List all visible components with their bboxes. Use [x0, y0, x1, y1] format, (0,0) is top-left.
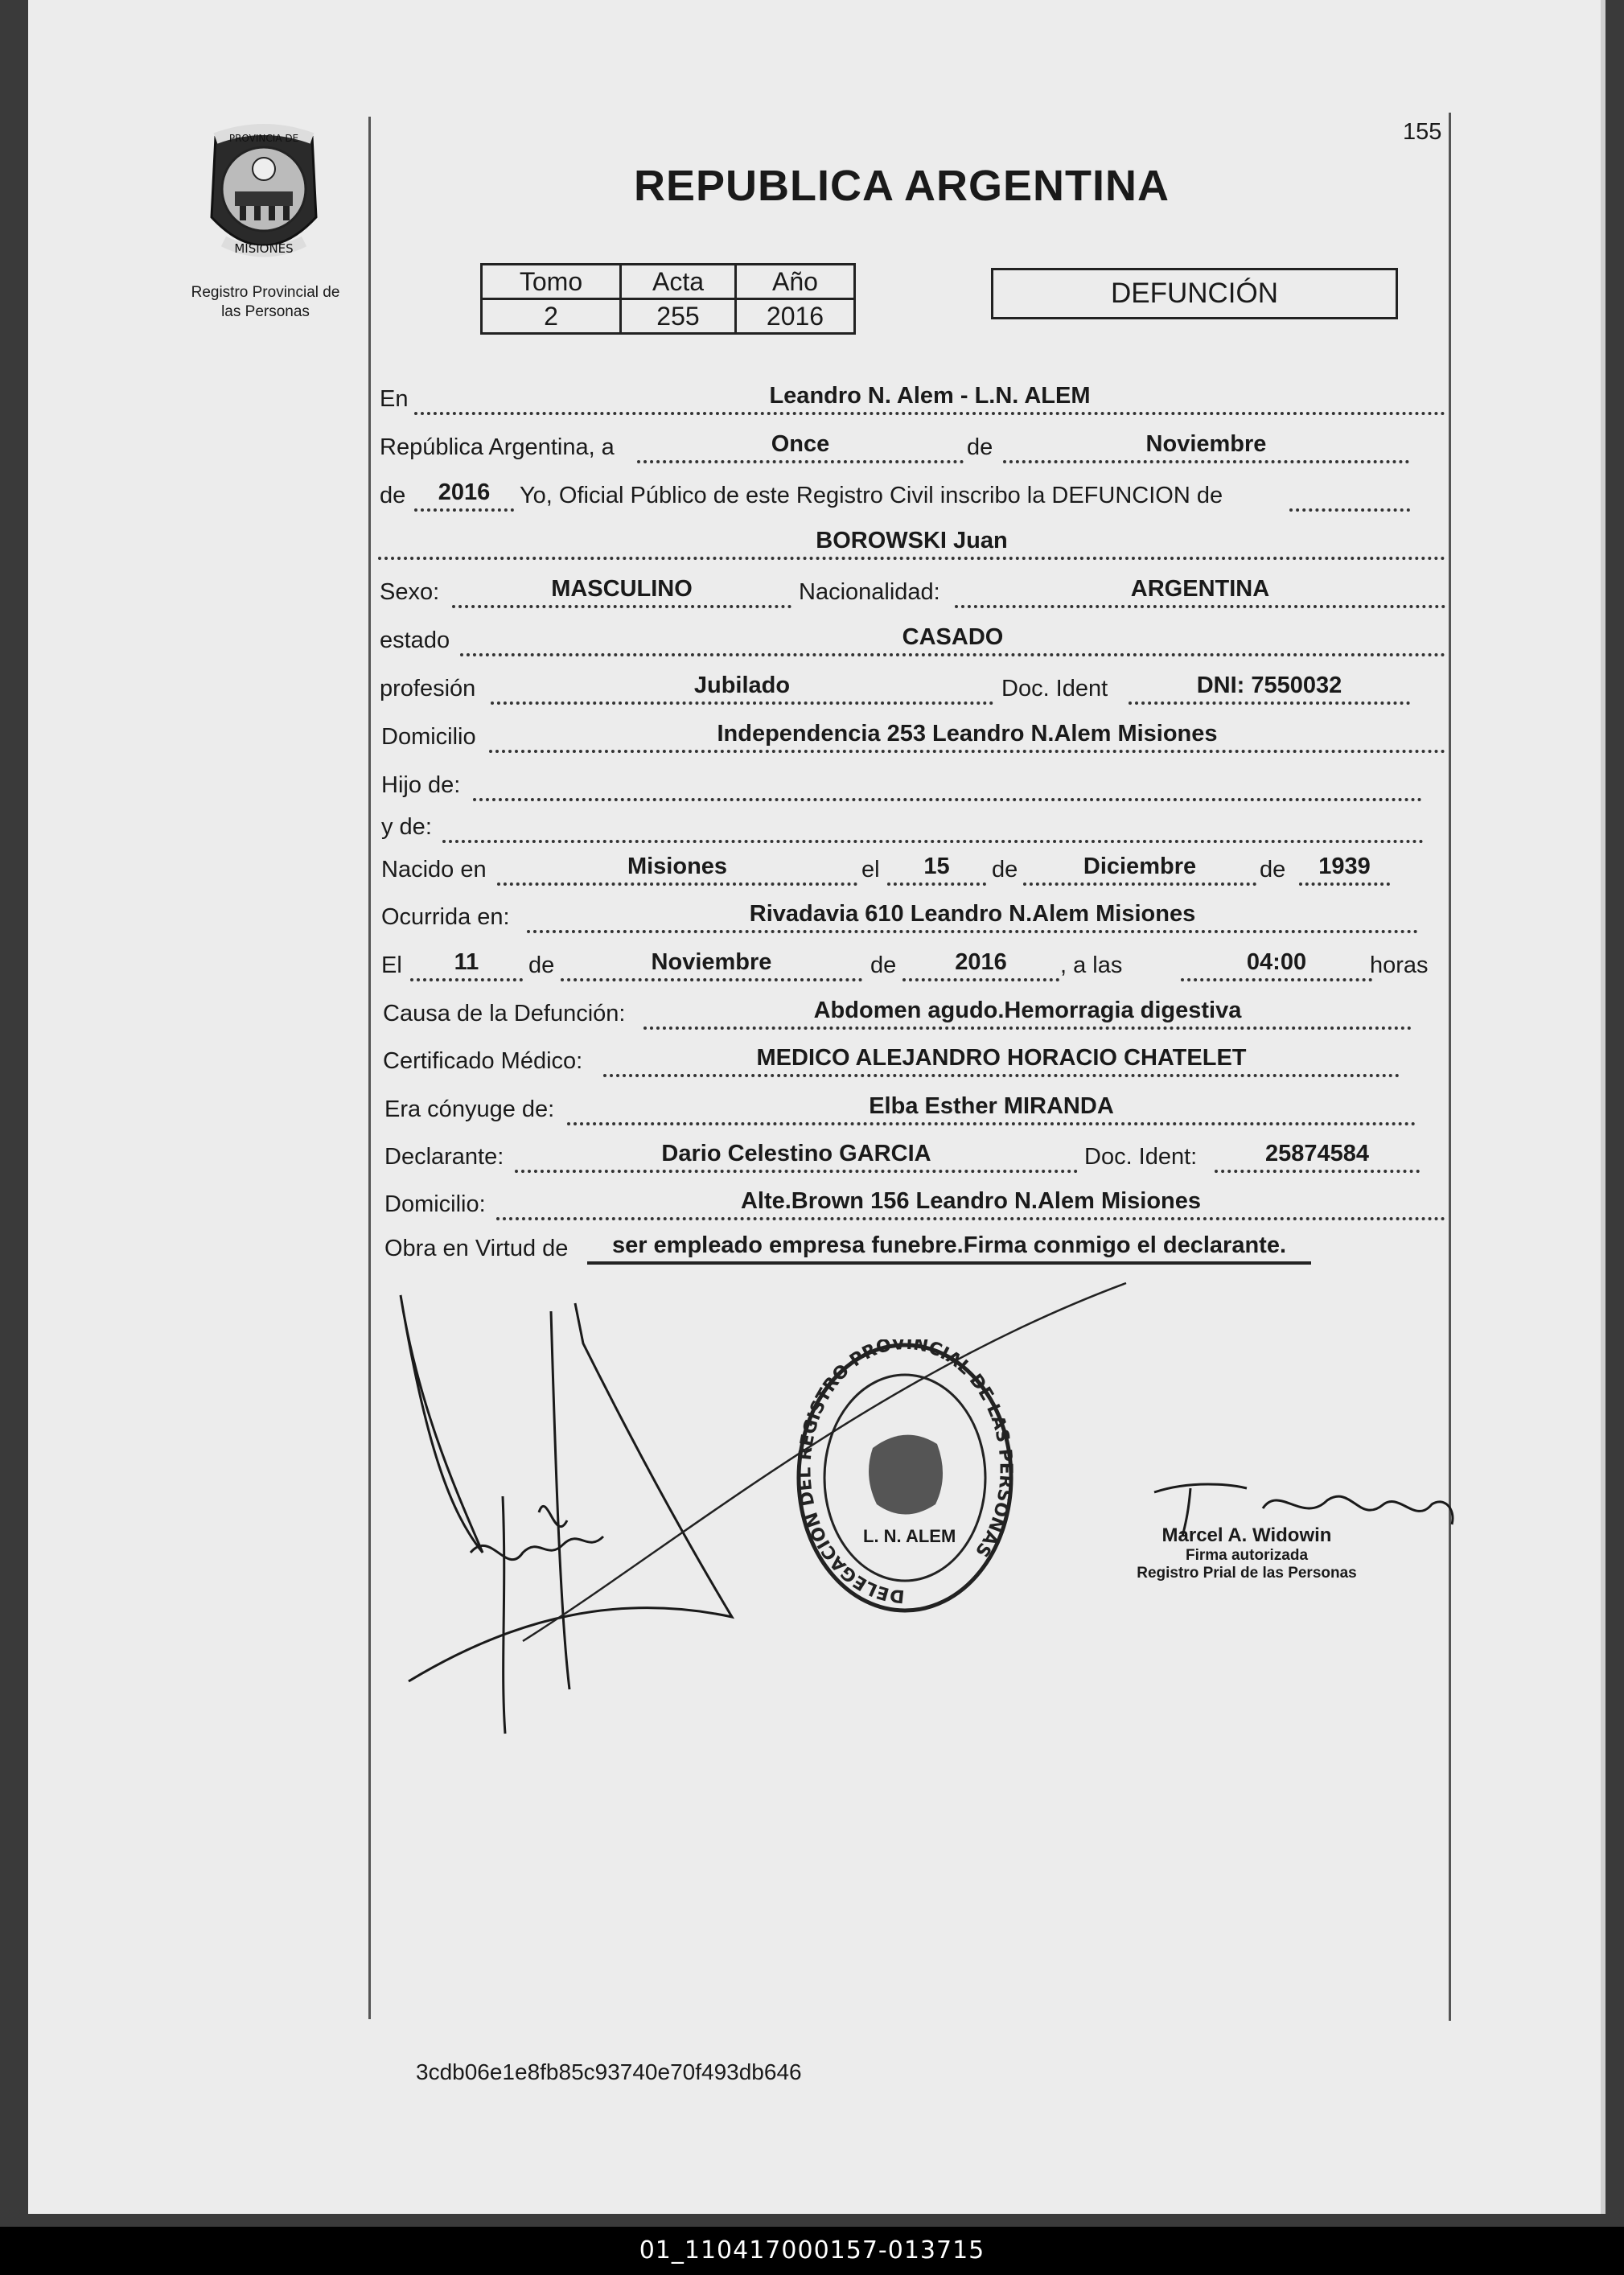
- registry-value-tomo: 2: [482, 299, 621, 334]
- nac-anio-field: 1939: [1299, 850, 1390, 886]
- certificado-label: Certificado Médico:: [383, 1048, 583, 1074]
- stamp-icon: [792, 1339, 1018, 1617]
- seal-top-text: PROVINCIA DE: [228, 133, 299, 144]
- yde-field: [442, 808, 1424, 843]
- causa-label: Causa de la Defunción:: [383, 1001, 626, 1026]
- page-title: REPUBLICA ARGENTINA: [634, 162, 1170, 210]
- document-hash: 3cdb06e1e8fb85c93740e70f493db646: [416, 2059, 802, 2084]
- republica-label: República Argentina, a: [380, 434, 615, 460]
- nacionalidad-field: ARGENTINA: [955, 573, 1445, 608]
- de-def-mes-label: de: [528, 952, 555, 978]
- def-mes-field: Noviembre: [561, 946, 862, 981]
- doc2-label: Doc. Ident:: [1084, 1144, 1198, 1170]
- seal-caption-line1: Registro Provincial de: [191, 284, 340, 301]
- estado-field: CASADO: [460, 621, 1445, 656]
- certificado-field: MEDICO ALEJANDRO HORACIO CHATELET: [603, 1042, 1400, 1077]
- right-margin-line: [1449, 113, 1451, 2021]
- el-label: el: [861, 857, 880, 882]
- nombre-field: BOROWSKI Juan: [378, 525, 1445, 560]
- conyuge-label: Era cónyuge de:: [384, 1096, 555, 1122]
- obra-label: Obra en Virtud de: [384, 1236, 569, 1261]
- profesion-field: Jubilado: [491, 669, 993, 705]
- officer-block: [1118, 1524, 1375, 1582]
- de-def-anio-label: de: [870, 952, 897, 978]
- anio-field: 2016: [414, 476, 514, 512]
- hijo-label: Hijo de:: [381, 772, 461, 798]
- def-anio-field: 2016: [902, 946, 1059, 981]
- doc-field: DNI: 7550032: [1129, 669, 1410, 705]
- stamp-ring-text: DELEGACION DEL REGISTRO PROVINCIAL DE LAS PERSONAS: [795, 1339, 1016, 1606]
- officer-office: Registro Prial de las Personas: [1137, 1565, 1357, 1582]
- nac-dia-field: 15: [887, 850, 986, 886]
- sexo-label: Sexo:: [380, 579, 440, 605]
- alas-label: , a las: [1060, 952, 1123, 978]
- declarante-label: Declarante:: [384, 1144, 504, 1170]
- nacionalidad-label: Nacionalidad:: [799, 579, 940, 605]
- registry-table: [480, 263, 856, 335]
- officer-role: Firma autorizada: [1185, 1547, 1309, 1564]
- registry-header-acta: Acta: [621, 265, 736, 299]
- ocurrida-label: Ocurrida en:: [381, 904, 510, 930]
- horas-label: horas: [1370, 952, 1429, 978]
- registry-header-row: [482, 265, 855, 299]
- conyuge-field: Elba Esther MIRANDA: [567, 1090, 1416, 1125]
- dia-letras-field: Once: [637, 428, 964, 463]
- domicilio2-field: Alte.Brown 156 Leandro N.Alem Misiones: [496, 1185, 1445, 1220]
- registry-header-anio: Año: [736, 265, 855, 299]
- de-anio-label: de: [380, 483, 406, 508]
- seal-caption-line2: las Personas: [221, 303, 310, 320]
- mes-field: Noviembre: [1003, 428, 1409, 463]
- registry-header-tomo: Tomo: [482, 265, 621, 299]
- de-nac-mes-label: de: [992, 857, 1018, 882]
- lugar-field: Leandro N. Alem - L.N. ALEM: [414, 380, 1445, 415]
- registry-value-row: [482, 299, 855, 334]
- domicilio-field: Independencia 253 Leandro N.Alem Misiones: [489, 718, 1445, 753]
- doc-label: Doc. Ident: [1001, 676, 1108, 701]
- en-label: En: [380, 386, 409, 412]
- nac-mes-field: Diciembre: [1023, 850, 1256, 886]
- sexo-field: MASCULINO: [452, 573, 791, 608]
- doc2-field: 25874584: [1215, 1138, 1420, 1173]
- stamp-center-text: L. N. ALEM: [863, 1526, 956, 1546]
- registry-value-anio: 2016: [736, 299, 855, 334]
- yde-label: y de:: [381, 814, 432, 840]
- document-type-box: DEFUNCIÓN: [991, 268, 1398, 319]
- official-stamp: [792, 1339, 1018, 1617]
- de-nac-anio-label: de: [1260, 857, 1286, 882]
- registry-value-acta: 255: [621, 299, 736, 334]
- declarante-field: Dario Celestino GARCIA: [515, 1138, 1078, 1173]
- estado-label: estado: [380, 627, 450, 653]
- seal-bottom-text: MISIONES: [234, 241, 294, 256]
- obra-field: ser empleado empresa funebre.Firma conmigo el declarante.: [587, 1229, 1311, 1265]
- causa-field: Abdomen agudo.Hemorragia digestiva: [643, 994, 1412, 1030]
- nacido-lugar-field: Misiones: [497, 850, 857, 886]
- officer-name: Marcel A. Widowin: [1161, 1524, 1332, 1546]
- file-caption: 01_110417000157-013715: [639, 2236, 985, 2265]
- ocurrida-field: Rivadavia 610 Leandro N.Alem Misiones: [527, 898, 1418, 933]
- domicilio2-label: Domicilio:: [384, 1191, 486, 1217]
- profesion-label: profesión: [380, 676, 476, 701]
- domicilio-label: Domicilio: [381, 724, 476, 750]
- el2-label: El: [381, 952, 402, 978]
- hora-field: 04:00: [1181, 946, 1372, 981]
- def-dia-field: 11: [410, 946, 523, 981]
- hijo-field: [473, 766, 1422, 801]
- seal-caption: [173, 283, 358, 322]
- de-label: de: [967, 434, 993, 460]
- provincial-seal-icon: [199, 121, 328, 269]
- page-number: 155: [1403, 119, 1442, 145]
- nacido-label: Nacido en: [381, 857, 487, 882]
- left-margin-line: [368, 117, 371, 2019]
- yo-text: Yo, Oficial Público de este Registro Civil inscribo la DEFUNCION de: [520, 483, 1223, 508]
- defuncion-de-field: [1289, 476, 1410, 512]
